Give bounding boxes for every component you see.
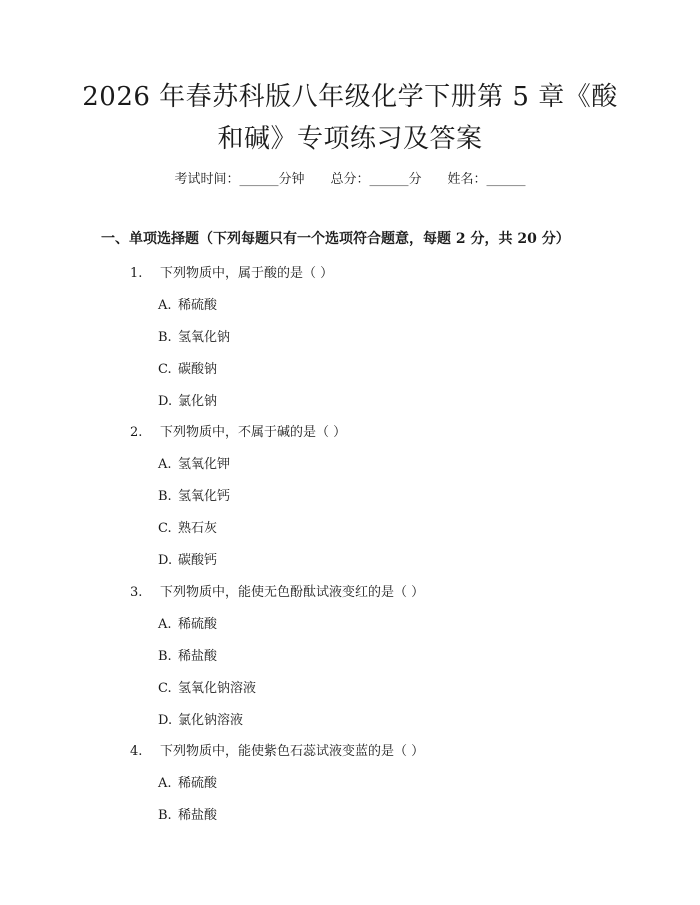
- option-text: 稀硫酸: [178, 617, 218, 632]
- question-number: 3.: [130, 585, 143, 600]
- option: [158, 709, 243, 728]
- option-text: 稀盐酸: [178, 808, 218, 823]
- option-text: 稀硫酸: [178, 776, 218, 791]
- option: [158, 453, 230, 472]
- option: [158, 294, 217, 313]
- total-score-field: 总分：______分: [330, 172, 422, 187]
- document-title-line-1: 2026 年春苏科版八年级化学下册第 5 章《酸: [82, 82, 618, 112]
- option-text: 熟石灰: [178, 521, 218, 536]
- option-letter: C.: [158, 681, 172, 696]
- question: [130, 581, 424, 600]
- option: [158, 772, 217, 791]
- option: [158, 390, 217, 409]
- option: [158, 326, 230, 345]
- option-letter: C.: [158, 521, 172, 536]
- question: [130, 262, 333, 281]
- option-letter: D.: [158, 713, 173, 728]
- question-number: 4.: [130, 744, 143, 759]
- option: [158, 485, 230, 504]
- question-text: 下列物质中，属于酸的是（ ）: [160, 266, 334, 281]
- question: [130, 740, 424, 759]
- option-text: 氢氧化钠: [178, 330, 231, 345]
- option-text: 碳酸钙: [178, 553, 218, 568]
- question-number: 1.: [130, 266, 143, 281]
- option-text: 氢氧化钙: [178, 489, 231, 504]
- option: [158, 804, 217, 823]
- option-letter: D.: [158, 553, 173, 568]
- option-text: 氯化钠溶液: [178, 713, 244, 728]
- option: [158, 613, 217, 632]
- option-letter: A.: [158, 776, 172, 791]
- question: [130, 421, 346, 440]
- exam-time-field: 考试时间：______分钟: [174, 172, 305, 187]
- option-text: 稀盐酸: [178, 649, 218, 664]
- question-number: 2.: [130, 425, 143, 440]
- option-letter: A.: [158, 457, 172, 472]
- option-text: 稀硫酸: [178, 298, 218, 313]
- question-text: 下列物质中，能使无色酚酞试液变红的是（ ）: [160, 585, 425, 600]
- option: [158, 645, 217, 664]
- option: [158, 677, 256, 696]
- option-text: 氯化钠: [178, 394, 218, 409]
- document-title-line-2: 和碱》专项练习及答案: [217, 124, 483, 154]
- exam-info-row: [0, 168, 700, 187]
- option-letter: B.: [158, 808, 172, 823]
- option: [158, 549, 217, 568]
- option-text: 氢氧化钾: [178, 457, 231, 472]
- option-letter: A.: [158, 617, 172, 632]
- option-letter: B.: [158, 649, 172, 664]
- option-letter: A.: [158, 298, 172, 313]
- question-text: 下列物质中，能使紫色石蕊试液变蓝的是（ ）: [160, 744, 425, 759]
- option-letter: D.: [158, 394, 173, 409]
- option: [158, 517, 217, 536]
- option-letter: C.: [158, 362, 172, 377]
- question-text: 下列物质中，不属于碱的是（ ）: [160, 425, 347, 440]
- option-text: 氢氧化钠溶液: [178, 681, 257, 696]
- option-letter: B.: [158, 330, 172, 345]
- option: [158, 358, 217, 377]
- option-text: 碳酸钠: [178, 362, 218, 377]
- section-heading: 一、单项选择题（下列每题只有一个选项符合题意，每题 2 分，共 20 分）: [101, 231, 570, 247]
- option-letter: B.: [158, 489, 172, 504]
- student-name-field: 姓名：______: [447, 172, 526, 187]
